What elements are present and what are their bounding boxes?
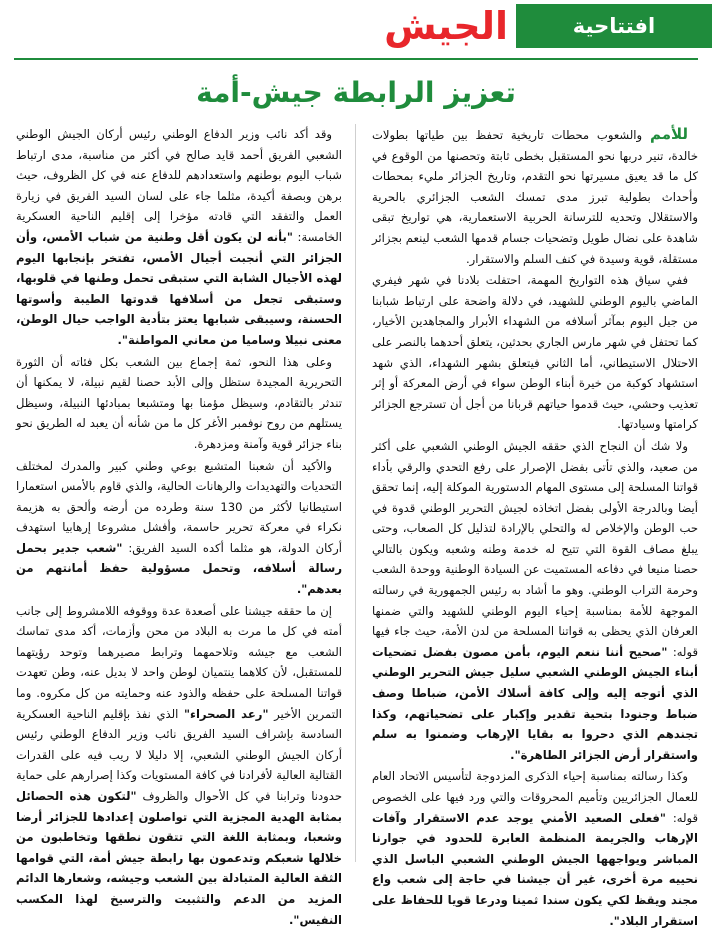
paragraph: وعلى هذا النحو، ثمة إجماع بين الشعب بكل فئاته أن الثورة التحريرية المجيدة ستظل وإلى الأبد حصنا لقيم نبيلة، لا يمكنها أن تندثر بالتقادم، وسيظل مؤمنا بها ومتشبعا بمبادئها النبيلة، وسيظل يستلهم من روح نوفمبر الأغر كل ما من شأنه أن يعبد له الطريق نحو بناء جزائر قوية وآمنة ومزدهرة. <box>16 354 342 451</box>
right-column <box>372 124 699 928</box>
paragraph <box>16 124 342 351</box>
quote: "لتكون هذه الحصائل بمثابة الهدية المجزية التي تواصلون إعدادها للجزائر أرضا وشعبا، وبمثابة اللغة التي تتقون نطقها وتخاطبون من خلالها شعبكم وتدعمون بها رابطة جيش أمة، التي قوامها الثقة العالية المتبادلة بين الشعب وجيشه، وشعارها الدائم المزيد من الدعم والتثبيت والترسيخ لهذا المكسب النفيس". <box>16 789 342 927</box>
paragraph-text: والأكيد أن شعبنا المتشبع بوعي وطني كبير والمدرك لمختلف التحديات والتهديدات والرهانات الحالية، والذي قاوم بالأمس استعمارا استيطانيا لأكثر من 130 سنة وطرده من أرضه وألحق به هزيمة نكراء في معركة تحرير حاسمة، وأفشل مشروعا إرهابيا استهدف أركان الدولة، هو مثلما أكده السيد الفريق: <box>16 458 342 555</box>
paragraph <box>372 766 698 931</box>
quote: "رعد الصحراء" <box>183 706 269 721</box>
paragraph: ففي سياق هذه التواريخ المهمة، احتفلت بلادنا في شهر فيفري الماضي باليوم الوطني للشهيد، في دلالة واضحة على ارتباط شبابنا من جيل اليوم بمآثر أسلافه من الشهداء الأبرار والمجاهدين الأخيار، كما تحتفل في شهر مارس الجاري بحدثين، يتعلق أحدهما بالنصر على الاحتلال الاستيطاني، أما الثاني فيتعلق بشهر الشهداء، الذي شهد استشهاد كوكبة من خيرة أبناء الوطن سواء في أرض المعركة أو إثر تعذيب وحشي، حيث قدموا حياتهم قربانا من أجل أن تسترجع الجزائر كرامتها وسيادتها. <box>372 273 698 432</box>
paragraph <box>16 456 342 600</box>
header-rule <box>14 58 698 60</box>
paragraph <box>16 601 342 931</box>
column-divider <box>355 124 356 862</box>
lead-word: للأمم <box>649 125 689 143</box>
paragraph <box>372 124 698 269</box>
section-label: افتتاحية <box>572 14 656 38</box>
paragraph-text: ولا شك أن النجاح الذي حققه الجيش الوطني الشعبي على أكثر من صعيد، والذي تأتى بفضل الإصرار على رفع التحدي والرقي بأداء قواتنا المسلحة إلى مستوى المهام الدستورية الموكلة إليه، إنما تحقق أيضا وبالدرجة الأولى بفضل اتخاذه لجيش التحرير الوطني قدوة في حب الوطن والإخلاص له والتحلي بالإرادة لتذليل كل الصعاب، وحتى يبلغ مصاف القوة التي تتيح له خدمة وطنه وشعبه ويكون بالتالي حصنا منيعا في دفاعه المستميت عن السيادة الوطنية ووحدة الشعب وحرمة التراب الوطني. وهو ما أشاد به رئيس الجمهورية في رسالته الموجهة للأمة بمناسبة إحياء اليوم الوطني للشهيد والتي ضمنها العرفان الذي يحظى به قواتنا المسلحة من لدن الأمة، حيث جاء فيها قوله: <box>372 438 698 659</box>
paragraph-text: وقد أكد نائب وزير الدفاع الوطني رئيس أركان الجيش الوطني الشعبي الفريق أحمد قايد صالح في أكثر من مناسبة، مدى ارتباط شباب اليوم بوطنهم واستعدادهم للدفاع عنه في كل الظروف، حيث برهن وبصفة أكيدة، مثلما جاء على لسان السيد الفريق في زيارة العمل والتفقد التي قادته مؤخرا إلى إقليم الناحية العسكرية الخامسة: <box>16 127 342 244</box>
paragraph-text: الذي نفذ بإقليم الناحية العسكرية السادسة بإشراف السيد الفريق نائب وزير الدفاع الوطني رئيس أركان الجيش الوطني الشعبي، إلا دليلا لا ريب فيه على القدرات القتالية العالية لأفرادنا في كافة المستويات وكذا إصرارهم على حماية حدودنا وترابنا في كل الأحوال والظروف <box>16 706 342 803</box>
quote: "شعب جدير بحمل رسالة أسلافه، وتحمل مسؤولية حفظ أمانتهم من بعدهم". <box>16 540 342 597</box>
quote: "صحيح أننا ننعم اليوم، بأمن مصون بفضل تضحيات أبناء الجيش الوطني الشعبي سليل جيش التحرير الوطني الذي أتوجه إليه وإلى كافة أسلاك الأمن، ضباطا وصف ضباط وجنودا بتحية تقدير وإكبار على تضحياتهم، وكذا تجندهم الذي دحروا به بقايا الإرهاب وضمنوا به سلم واستقرار أرض الجزائر الطاهرة". <box>372 644 698 762</box>
paragraph-text: والشعوب محطات تاريخية تحفظ بين طياتها بطولات خالدة، تنير دربها نحو المستقبل بخطى ثابتة وتحصنها من الوقوع في كل ما قد يعيق مسيرتها نحو التقدم، وتاريخ الجزائر مليء بمحطات وأحداث بطولية تبرز مدى تمسك الشعب الجزائري بالحرية والاستقلال وتحديه للترسانة الحربية الاستعمارية، هي تواريخ تبقى شاهدة على نضال طويل وتضحيات جسام قدمها الشعب لينعم بجزائر مستقلة، قوية وسيدة في كنف السلم والاستقرار. <box>372 128 698 266</box>
section-banner <box>516 4 712 48</box>
quote: "فعلى الصعيد الأمني يوجد عدم الاستقرار وآفات الإرهاب والجريمة المنظمة العابرة للحدود في جوارنا المباشر ويواجهها الجيش الوطني الشعبي الباسل الذي نحييه مرة أخرى، غير أن جيشنا في حاجة إلى شعب واع مجند ويقظ لكي يكون سندا ثمينا ودرعا قويا للحفاظ على استقرار البلاد". <box>372 810 698 928</box>
paragraph-text: وكذا رسالته بمناسبة إحياء الذكرى المزدوجة لتأسيس الاتحاد العام للعمال الجزائريين وتأميم المحروقات والتي ورد فيها على الخصوص قوله: <box>372 769 699 825</box>
paragraph-text: إن ما حققه جيشنا على أصعدة عدة ووقوفه اللامشروط إلى جانب أمته في كل ما مرت به البلاد من محن وأزمات، أكد مدى تماسك الشعب مع جيشه وتلاحمهما وترابط مصيرهما وتوحد رؤيتهما للمستقبل، لأن كلاهما ينتميان لوطن واحد لا بديل عنه، وطن تعهدت قواتنا المسلحة على حفظه والذود عنه وحمايته من كل مكروه. وما التمرين الأخير <box>16 603 342 721</box>
left-column <box>16 124 342 927</box>
quote: "بأنه لن يكون أقل وطنية من شباب الأمس، وأن الجزائر التي أنجبت أجيال الأمس، تفتخر بإنجابها اليوم لهذه الأجيال الشابة التي ستبقى تحمل وطنها في قلوبها، وستبقى تجعل من أسلافها قدوتها الطيبة وأسوتها الحسنة، وسيبقى شبابها يعتز بتأدية الواجب حيال الوطن، معنى نبيلا وساميا من معاني المواطنة". <box>16 229 342 347</box>
article-headline: تعزيز الرابطة جيش-أمة <box>196 76 516 109</box>
section-title: الجيش <box>384 4 508 48</box>
paragraph <box>372 436 698 766</box>
